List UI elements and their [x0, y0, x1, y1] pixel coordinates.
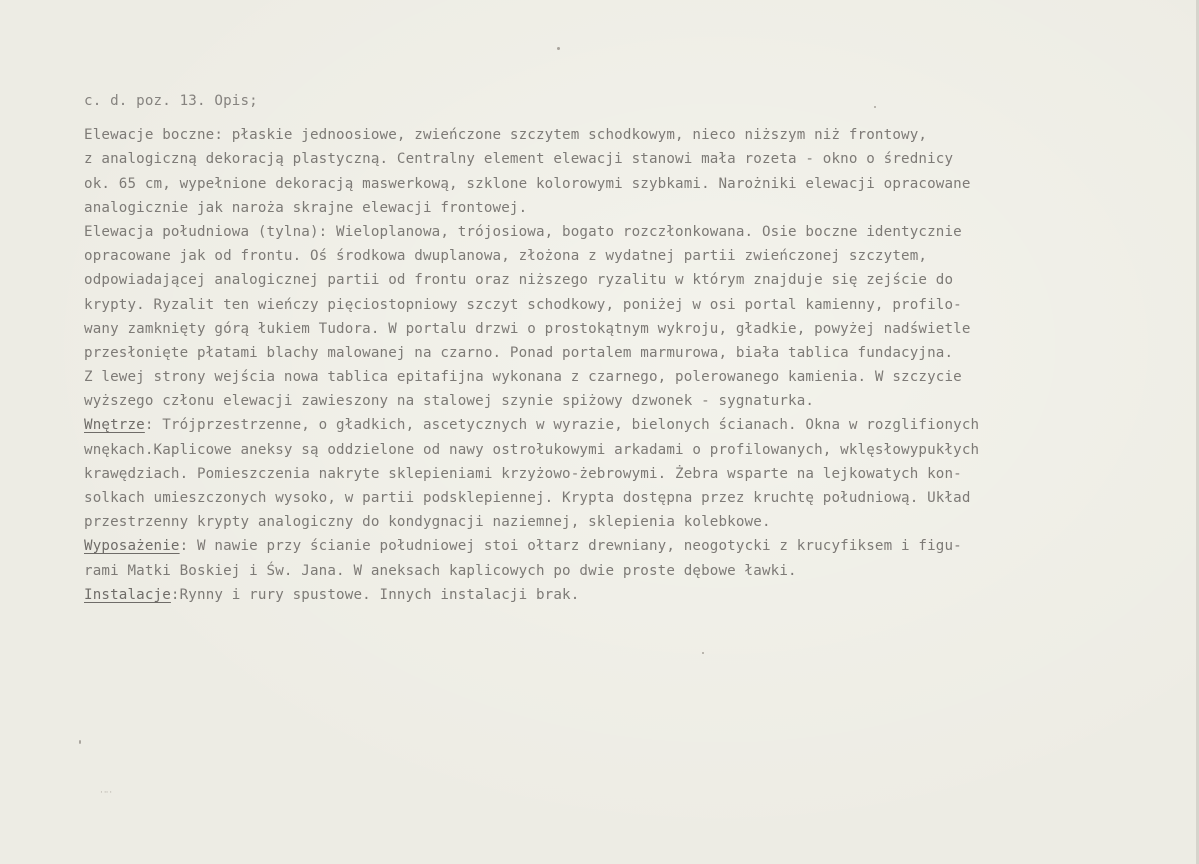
faint-marks: · ·· · — [100, 788, 112, 798]
section-label: Instalacje — [84, 586, 171, 603]
line-text: :Rynny i rury spustowe. Innych instalacji brak. — [170, 586, 580, 603]
text-line — [84, 413, 1154, 437]
text-line — [84, 244, 1154, 268]
text-line — [84, 123, 1154, 147]
line-text: rami Matki Boskiej i Św. Jana. W aneksach kaplicowych po dwie proste dębowe ławki. — [84, 562, 797, 579]
line-text: solkach umieszczonych wysoko, w partii podsklepiennej. Krypta dostępna przez kruchtę południową. Układ — [84, 490, 971, 506]
text-line — [84, 365, 1154, 389]
paper-speck — [874, 106, 876, 108]
line-text: Elewacja południowa (tylna): Wieloplanowa, trójosiowa, bogato rozczłonkowana. Osie boczne identycznie — [84, 223, 962, 240]
page-heading: c. d. poz. 13. Opis; — [84, 93, 258, 109]
text-line — [84, 268, 1154, 292]
line-text: wany zamknięty górą łukiem Tudora. W portalu drzwi o prostokątnym wykroju, gładkie, powyżej nadświetle — [84, 320, 971, 337]
line-text: krypty. Ryzalit ten wieńczy pięciostopniowy szczyt schodkowy, poniżej w osi portal kamienny, profilo- — [84, 296, 962, 313]
line-text: wyższego członu elewacji zawieszony na stalowej szynie spiżowy dzwonek - sygnaturka. — [84, 393, 815, 410]
line-text: analogicznie jak naroża skrajne elewacji frontowej. — [84, 199, 528, 216]
text-line — [84, 220, 1154, 244]
line-text: z analogiczną dekoracją plastyczną. Centralny element elewacji stanowi mała rozeta - okno o średnicy — [84, 151, 954, 168]
text-line — [84, 534, 1154, 558]
line-text: opracowane jak od frontu. Oś środkowa dwuplanowa, złożona z wydatnej partii zwieńczonej szczytem, — [84, 248, 928, 265]
paper-speck — [79, 740, 81, 744]
text-line — [84, 317, 1154, 341]
text-line — [84, 510, 1154, 534]
line-text: krawędziach. Pomieszczenia nakryte sklepieniami krzyżowo-żebrowymi. Żebra wsparte na lejkowatych kon- — [84, 465, 962, 482]
text-line — [84, 196, 1154, 220]
line-text: : Trójprzestrzenne, o gładkich, ascetycznych w wyrazie, bielonych ścianach. Okna w rozglifionych — [144, 417, 980, 434]
section-label: Wnętrze — [84, 417, 145, 434]
line-text: wnękach.Kaplicowe aneksy są oddzielone od nawy ostrołukowymi arkadami o profilowanych, wklęsłowypukłych — [84, 441, 980, 458]
text-line — [84, 462, 1154, 486]
text-line — [84, 389, 1154, 413]
line-text: odpowiadającej analogicznej partii od frontu oraz niższego ryzalitu w którym znajduje się zejście do — [84, 272, 954, 289]
line-text: przestrzenny krypty analogiczny do kondygnacji naziemnej, sklepienia kolebkowe. — [84, 514, 771, 531]
body-lines — [84, 123, 1154, 607]
line-text: przesłonięte płatami blachy malowanej na czarno. Ponad portalem marmurowa, biała tablica fundacyjna. — [84, 344, 954, 361]
text-line — [84, 293, 1154, 317]
text-line — [84, 172, 1154, 196]
text-line — [84, 438, 1154, 462]
text-line — [84, 341, 1154, 365]
line-text: Z lewej strony wejścia nowa tablica epitafijna wykonana z czarnego, polerowanego kamienia. W szczycie — [84, 369, 962, 386]
line-text: ok. 65 cm, wypełnione dekoracją maswerkową, szklone kolorowymi szybkami. Narożniki elewacji opracowane — [84, 175, 971, 192]
text-line — [84, 583, 1154, 607]
description-text — [84, 89, 1154, 607]
text-line — [84, 559, 1154, 583]
paper-speck — [557, 47, 560, 50]
text-line — [84, 486, 1154, 510]
section-label: Wyposażenie — [84, 538, 180, 555]
text-line — [84, 147, 1154, 171]
paper-speck — [702, 652, 704, 654]
line-text: Elewacje boczne: płaskie jednoosiowe, zwieńczone szczytem schodkowym, nieco niższym niż frontowy, — [84, 127, 928, 144]
line-text: : W nawie przy ścianie południowej stoi ołtarz drewniany, neogotycki z krucyfiksem i figu- — [179, 538, 962, 555]
